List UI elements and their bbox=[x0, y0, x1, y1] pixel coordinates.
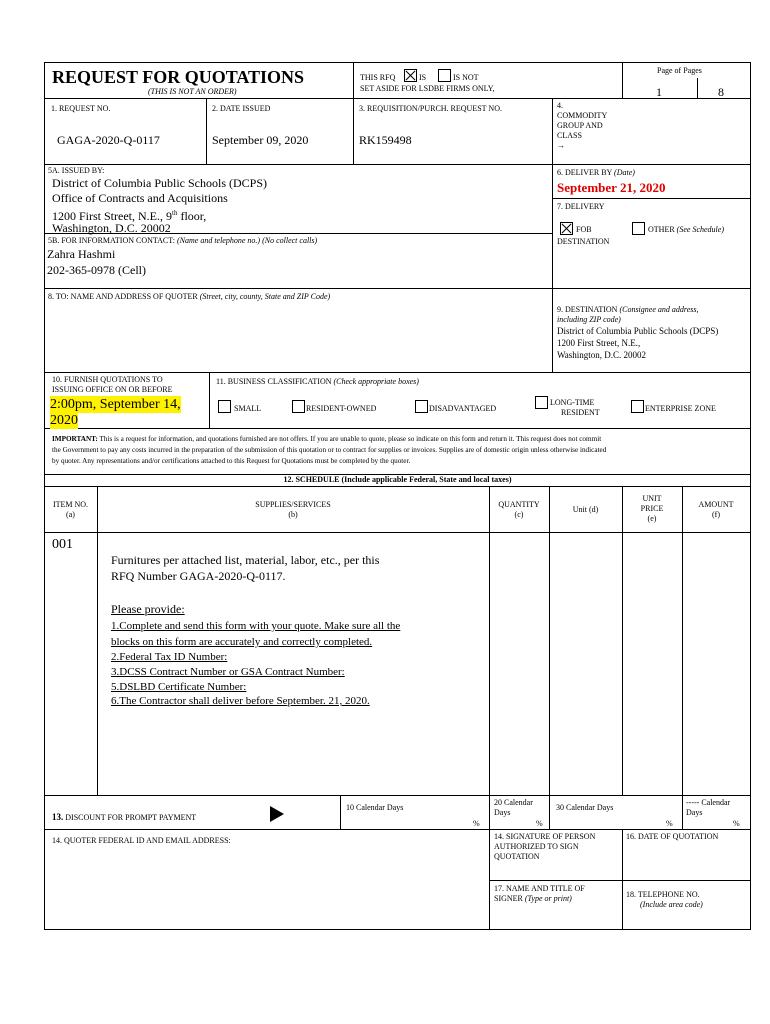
rfq-label: THIS RFQ bbox=[360, 73, 396, 82]
issued-by-line-2: Office of Contracts and Acquisitions bbox=[52, 191, 228, 205]
col-amount: AMOUNT (f) bbox=[698, 500, 734, 519]
page-of-pages-label: Page of Pages bbox=[657, 66, 702, 75]
discount-30-days: 30 Calendar Days bbox=[556, 803, 614, 812]
issued-by-line-3: 1200 First Street, N.E., 9th floor, bbox=[52, 209, 207, 223]
is-not-checkbox[interactable] bbox=[438, 69, 451, 82]
is-not-label: IS NOT bbox=[453, 73, 479, 82]
request-no-value[interactable]: GAGA-2020-Q-0117 bbox=[57, 133, 160, 147]
quoter-address-label: 8. TO: NAME AND ADDRESS OF QUOTER (Street, city, county, State and ZIP Code) bbox=[48, 292, 331, 301]
issued-by-line-4: Washington, D.C. 20002 bbox=[52, 221, 171, 235]
form-subtitle: (THIS IS NOT AN ORDER) bbox=[148, 87, 237, 96]
commodity-number: 4. bbox=[557, 101, 563, 110]
contact-name[interactable]: Zahra Hashmi bbox=[47, 247, 116, 261]
item-description-1: Furnitures per attached list, material, labor, etc., per this bbox=[111, 553, 380, 567]
signature-label: 14. SIGNATURE OF PERSON AUTHORIZED TO SIGN QUOTATION bbox=[494, 832, 596, 861]
long-time-resident-checkbox[interactable] bbox=[535, 396, 548, 409]
date-issued-label: 2. DATE ISSUED bbox=[212, 104, 271, 113]
discount-30-pct: % bbox=[666, 819, 673, 828]
page-number: 1 bbox=[656, 85, 662, 99]
contact-label: 5B. FOR INFORMATION CONTACT: (Name and telephone no.) (No collect calls) bbox=[48, 236, 318, 245]
furnish-deadline-1[interactable]: 2:00pm, September 14, bbox=[50, 397, 181, 412]
date-issued-value[interactable]: September 09, 2020 bbox=[212, 133, 309, 147]
disadvantaged-label: DISADVANTAGED bbox=[429, 404, 497, 413]
setaside-text: SET ASIDE FOR LSDBE FIRMS ONLY, bbox=[360, 84, 495, 93]
fob-checkbox[interactable] bbox=[560, 222, 573, 235]
requisition-value[interactable]: RK159498 bbox=[359, 133, 412, 147]
furnish-deadline-2[interactable]: 2020 bbox=[50, 413, 78, 428]
federal-id-label: 14. QUOTER FEDERAL ID AND EMAIL ADDRESS: bbox=[52, 836, 231, 845]
issued-by-line-1: District of Columbia Public Schools (DCPS) bbox=[52, 176, 268, 190]
discount-custom-pct: % bbox=[733, 819, 740, 828]
deliver-by-label: 6. DELIVER BY (Date) bbox=[557, 168, 635, 177]
provide-item-5: 5.DSLBD Certificate Number: bbox=[111, 681, 247, 693]
form-title: REQUEST FOR QUOTATIONS bbox=[52, 67, 305, 87]
discount-20-days-2: Days bbox=[494, 808, 511, 817]
enterprise-zone-checkbox[interactable] bbox=[631, 400, 644, 413]
destination-line-2: 1200 First Street, N.E., bbox=[557, 338, 641, 348]
contact-phone[interactable]: 202-365-0978 (Cell) bbox=[47, 263, 146, 277]
provide-item-2: 2.Federal Tax ID Number: bbox=[111, 651, 228, 663]
request-no-label: 1. REQUEST NO. bbox=[51, 104, 111, 113]
important-notice: IMPORTANT: This is a request for information, and quotations furnished are not offers. If you are unable to quote, please so indicate on this form and return it. This request does not commit the Government to pay any costs incurred in the preparation of the submission of this quotation or to contract for supplies or invoices. Supplies are of domestic origin unless otherwise indicated by quoter. Any representations and/or certifications attached to this Request for Quotations must be completed by the quoter. bbox=[52, 435, 607, 465]
discount-20-pct: % bbox=[536, 819, 543, 828]
col-unit: Unit (d) bbox=[572, 505, 599, 514]
is-label: IS bbox=[419, 73, 427, 82]
discount-10-days: 10 Calendar Days bbox=[346, 803, 404, 812]
play-arrow-icon bbox=[270, 806, 284, 822]
commodity-label-3: CLASS bbox=[557, 131, 582, 140]
other-label: OTHER (See Schedule) bbox=[648, 225, 724, 234]
resident-owned-checkbox[interactable] bbox=[292, 400, 305, 413]
discount-10-pct: % bbox=[473, 819, 480, 828]
discount-custom-days-1: ----- Calendar bbox=[686, 798, 731, 807]
long-time-label-2: RESIDENT bbox=[561, 408, 600, 417]
telephone-label: 18. TELEPHONE NO. (Include area code) bbox=[626, 890, 703, 909]
destination-field-label-2: including ZIP code) bbox=[557, 315, 621, 324]
furnish-label-2: ISSUING OFFICE ON OR BEFORE bbox=[52, 385, 173, 394]
item-number: 001 bbox=[52, 537, 73, 552]
issued-by-label: 5A. ISSUED BY: bbox=[48, 166, 105, 175]
fob-label: FOB bbox=[576, 225, 592, 234]
col-unit-price: UNIT PRICE (e) bbox=[640, 494, 664, 523]
provide-item-6: 6.The Contractor shall deliver before September. 21, 2020. bbox=[111, 695, 370, 707]
business-class-label: 11. BUSINESS CLASSIFICATION (Check appropriate boxes) bbox=[216, 377, 419, 386]
schedule-title: 12. SCHEDULE (Include applicable Federal, State and local taxes) bbox=[283, 475, 512, 484]
discount-20-days-1: 20 Calendar bbox=[494, 798, 533, 807]
col-quantity: QUANTITY (c) bbox=[498, 500, 540, 519]
provide-item-1a: 1.Complete and send this form with your quote. Make sure all the bbox=[111, 620, 401, 632]
provide-item-3: 3.DCSS Contract Number or GSA Contract Number: bbox=[111, 666, 345, 678]
other-checkbox[interactable] bbox=[632, 222, 645, 235]
enterprise-zone-label: ENTERPRISE ZONE bbox=[645, 404, 716, 413]
destination-line-3: Washington, D.C. 20002 bbox=[557, 350, 647, 360]
destination-field-label: 9. DESTINATION (Consignee and address, bbox=[557, 305, 699, 314]
small-checkbox[interactable] bbox=[218, 400, 231, 413]
deliver-by-date[interactable]: September 21, 2020 bbox=[557, 180, 666, 195]
provide-item-1b: blocks on this form are accurately and correctly completed. bbox=[111, 636, 373, 648]
resident-owned-label: RESIDENT-OWNED bbox=[306, 404, 377, 413]
small-label: SMALL bbox=[234, 404, 262, 413]
commodity-arrow-icon: → bbox=[557, 141, 565, 150]
please-provide-heading: Please provide: bbox=[111, 602, 185, 616]
destination-line-1: District of Columbia Public Schools (DCPS) bbox=[557, 326, 719, 336]
discount-custom-days-2: Days bbox=[686, 808, 703, 817]
signer-name-label: 17. NAME AND TITLE OF SIGNER (Type or print) bbox=[494, 884, 585, 903]
discount-label: 13. DISCOUNT FOR PROMPT PAYMENT bbox=[52, 812, 197, 822]
requisition-label: 3. REQUISITION/PURCH. REQUEST NO. bbox=[359, 104, 502, 113]
delivery-label: 7. DELIVERY bbox=[557, 202, 605, 211]
commodity-label-2: GROUP AND bbox=[557, 121, 603, 130]
disadvantaged-checkbox[interactable] bbox=[415, 400, 428, 413]
col-supplies: SUPPLIES/SERVICES (b) bbox=[255, 500, 331, 519]
item-description-2: RFQ Number GAGA-2020-Q-0117. bbox=[111, 569, 286, 583]
date-of-quotation-label: 16. DATE OF QUOTATION bbox=[626, 832, 719, 841]
commodity-label-1: COMMODITY bbox=[557, 111, 608, 120]
is-checkbox[interactable] bbox=[404, 69, 417, 82]
col-item-no: ITEM NO. (a) bbox=[52, 500, 89, 519]
total-pages: 8 bbox=[718, 85, 724, 99]
destination-label: DESTINATION bbox=[557, 237, 610, 246]
long-time-label-1: LONG-TIME bbox=[550, 398, 595, 407]
furnish-label-1: 10. FURNISH QUOTATIONS TO bbox=[52, 375, 163, 384]
